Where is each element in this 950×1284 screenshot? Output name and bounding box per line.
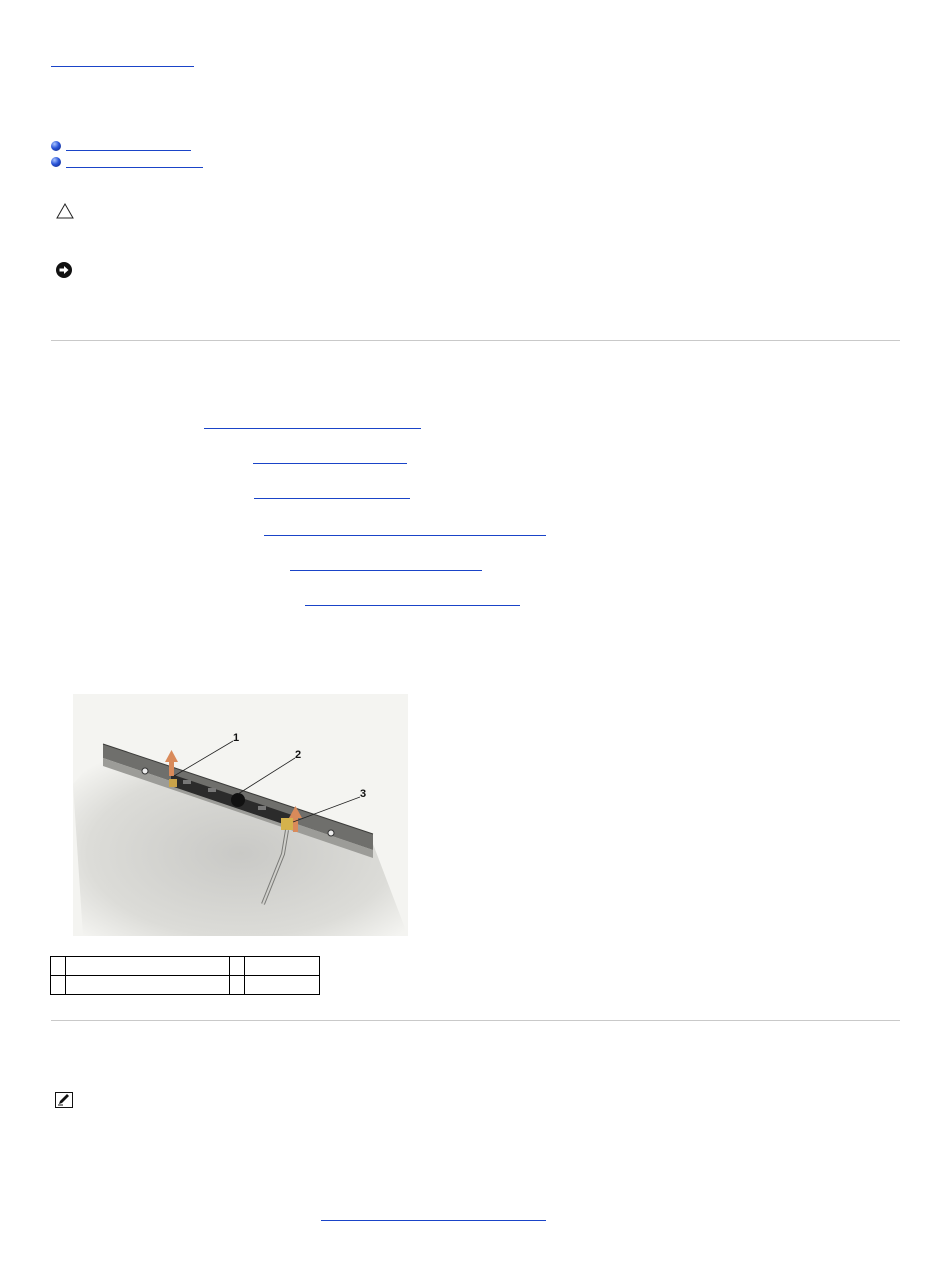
step-link-5[interactable] [290, 570, 482, 571]
camera-board-figure [73, 694, 408, 936]
note-pencil-icon [55, 1092, 73, 1108]
table-cell [66, 976, 230, 995]
step-link-1[interactable] [204, 428, 421, 429]
camera-board-illustration [73, 694, 408, 936]
back-to-contents-link[interactable] [51, 66, 194, 67]
caution-triangle-icon [56, 203, 74, 219]
bullet-icon [51, 141, 61, 151]
table-row [51, 957, 320, 976]
callout-number: 2 [295, 749, 302, 761]
table-cell [66, 957, 230, 976]
notice-arrow-icon [56, 262, 72, 278]
section-divider [51, 1020, 900, 1021]
section-link-removing[interactable] [66, 150, 191, 151]
callout-table [50, 956, 320, 995]
step-link-3[interactable] [254, 498, 410, 499]
table-cell [245, 957, 320, 976]
callout-number: 3 [360, 788, 367, 800]
step-link-4[interactable] [264, 535, 546, 536]
section-link-replacing[interactable] [66, 167, 203, 168]
table-cell [51, 957, 66, 976]
step-link-6[interactable] [305, 605, 520, 606]
table-cell [230, 976, 245, 995]
bullet-icon [51, 157, 61, 167]
table-cell [230, 957, 245, 976]
table-cell [51, 976, 66, 995]
section-divider [51, 340, 900, 341]
table-row [51, 976, 320, 995]
callout-number: 1 [233, 732, 240, 744]
step-link-2[interactable] [253, 463, 407, 464]
step-link-replace[interactable] [321, 1220, 546, 1221]
table-cell [245, 976, 320, 995]
